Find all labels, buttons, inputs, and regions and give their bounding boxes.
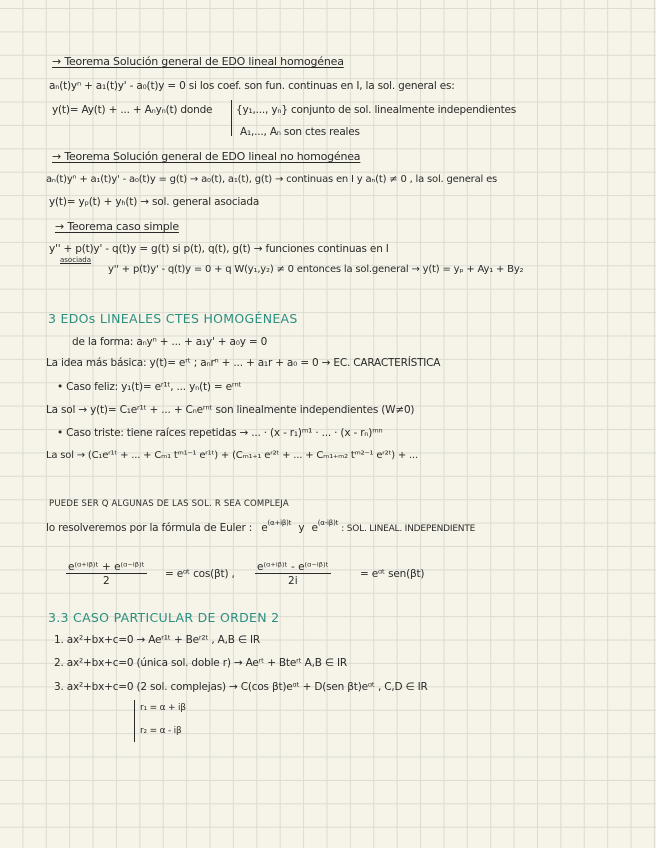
euler-line — [46, 519, 475, 534]
euler-intro: lo resolveremos por la fórmula de Euler : — [46, 522, 253, 534]
roots-brace — [134, 700, 135, 742]
theorem-simple-case-title: → Teorema caso simple — [55, 220, 179, 233]
euler-exp-2-power: (α-iβ)t — [317, 519, 339, 527]
complex-note: PUEDE SER Q ALGUNAS DE LAS SOL. R SEA COMPLEJA — [49, 499, 289, 509]
happy-case-solution: La sol → y(t)= C₁eʳ¹ᵗ + ... + Cₙeʳⁿᵗ son linealmente independientes (W≠0) — [46, 404, 415, 416]
root-1: r₁ = α + iβ — [140, 703, 186, 713]
section-3-heading: 3 EDOs LINEALES CTES HOMOGÉNEAS — [48, 311, 298, 326]
brace — [231, 100, 232, 136]
independent-solutions-note: {y₁,..., yₙ} conjunto de sol. linealmente independientes — [236, 104, 517, 116]
euler-exp-2: e — [311, 522, 318, 534]
constants-note: A₁,..., Aₙ son ctes reales — [240, 126, 360, 138]
happy-case-line: • Caso feliz: y₁(t)= eʳ¹ᵗ, ... yₙ(t) = eʳⁿᵗ — [57, 381, 242, 393]
euler-exp-1-power: (α+iβ)t — [267, 519, 292, 527]
euler-and: y — [298, 522, 305, 534]
theorem-homogeneous-title: → Teorema Solución general de EDO lineal homogénea — [52, 55, 344, 68]
homogeneous-solution: y(t)= Ay(t) + ... + Aₙyₙ(t) donde — [52, 104, 213, 116]
sad-case-line: • Caso triste: tiene raíces repetidas → ... · (x - r₁)ᵐ¹ · ... · (x - rₙ)ᵐⁿ — [57, 427, 383, 439]
euler-sin-fraction — [255, 561, 331, 587]
euler-cos-denominator: 2 — [103, 575, 110, 587]
simple-case-equation: y'' + p(t)y' - q(t)y = g(t) si p(t), q(t), g(t) → funciones continuas en I — [49, 243, 389, 255]
characteristic-equation-line: La idea más básica: y(t)= eʳᵗ ; aₙrⁿ + ... + a₁r + a₀ = 0 → EC. CARACTERÍSTICA — [46, 357, 441, 369]
euler-sin-result: = eᵅᵗ sen(βt) — [360, 568, 425, 580]
euler-cos-result: = eᵅᵗ cos(βt) , — [165, 568, 235, 580]
euler-cos-fraction — [66, 561, 147, 587]
associated-tag: asociada — [60, 256, 92, 264]
euler-exp-1: e — [261, 522, 268, 534]
case-1-line: 1. ax²+bx+c=0 → Aeʳ¹ᵗ + Beʳ²ᵗ , A,B ∈ IR — [54, 634, 261, 646]
theorem-nonhomogeneous-title: → Teorema Solución general de EDO lineal no homogénea — [52, 150, 361, 163]
case-3-line: 3. ax²+bx+c=0 (2 sol. complejas) → C(cos βt)eᵅᵗ + D(sen βt)eᵅᵗ , C,D ∈ IR — [54, 681, 428, 693]
euler-sin-denominator: 2i — [288, 575, 298, 587]
homogeneous-equation: aₙ(t)yⁿ + a₁(t)y' - a₀(t)y = 0 si los coef. son fun. continuas en I, la sol. general es: — [49, 80, 455, 92]
euler-conclusion: : SOL. LINEAL. INDEPENDIENTE — [341, 524, 476, 534]
root-2: r₂ = α - iβ — [140, 726, 182, 736]
section-3-3-heading: 3.3 CASO PARTICULAR DE ORDEN 2 — [48, 610, 280, 625]
euler-sin-numerator: e⁽ᵅ⁺ⁱᵝ⁾ᵗ - e⁽ᵅ⁻ⁱᵝ⁾ᵗ — [257, 561, 329, 573]
form-line: de la forma: aₙyⁿ + ... + a₁y' + a₀y = 0 — [72, 336, 268, 348]
simple-case-solution: y'' + p(t)y' - q(t)y = 0 + q W(y₁,y₂) ≠ 0 entonces la sol.general → y(t) = yₚ + Ay₁ + By₂ — [108, 264, 524, 275]
case-2-line: 2. ax²+bx+c=0 (única sol. doble r) → Aeʳᵗ + Bteʳᵗ A,B ∈ IR — [54, 657, 348, 669]
euler-cos-numerator: e⁽ᵅ⁺ⁱᵝ⁾ᵗ + e⁽ᵅ⁻ⁱᵝ⁾ᵗ — [68, 561, 145, 573]
nonhomogeneous-solution: y(t)= yₚ(t) + yₕ(t) → sol. general asociada — [49, 196, 260, 208]
nonhomogeneous-equation: aₙ(t)yⁿ + a₁(t)y' - a₀(t)y = g(t) → a₀(t), a₁(t), g(t) → continuas en I y aₙ(t) ≠ 0 , la sol. general es — [46, 174, 498, 185]
sad-case-solution: La sol → (C₁eʳ¹ᵗ + ... + Cₘ₁ tᵐ¹⁻¹ eʳ¹ᵗ) + (Cₘ₁₊₁ eʳ²ᵗ + ... + Cₘ₁₊ₘ₂ tᵐ²⁻¹ eʳ²ᵗ) + ... — [46, 450, 418, 461]
